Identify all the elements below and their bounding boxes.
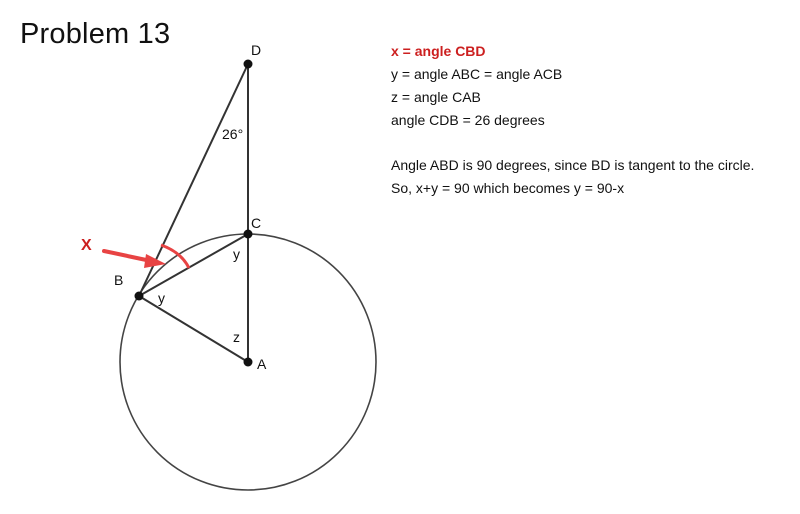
segment-ba bbox=[139, 296, 248, 362]
x-pointer-label: X bbox=[81, 237, 92, 254]
point-b-dot bbox=[135, 292, 144, 301]
notes-spacer bbox=[391, 132, 796, 154]
point-a-label: A bbox=[257, 356, 267, 372]
angle-d-label: 26° bbox=[222, 126, 244, 142]
note-y-definition: y = angle ABC = angle ACB bbox=[391, 66, 563, 82]
note-tangent-reason: Angle ABD is 90 degrees, since BD is tangent to the circle. bbox=[391, 157, 755, 173]
angle-y-at-c-label: y bbox=[233, 246, 240, 262]
angle-z-at-a-label: z bbox=[233, 329, 240, 345]
point-c-label: C bbox=[251, 215, 262, 231]
notes-panel bbox=[391, 40, 796, 200]
page-title: Problem 13 bbox=[20, 18, 171, 50]
point-b-label: B bbox=[114, 272, 124, 288]
x-pointer-arrow-shaft bbox=[104, 251, 151, 261]
note-angle-cdb: angle CDB = 26 degrees bbox=[391, 112, 545, 128]
point-d-label: D bbox=[251, 42, 262, 58]
note-equation: So, x+y = 90 which becomes y = 90-x bbox=[391, 180, 625, 196]
point-a-dot bbox=[244, 358, 253, 367]
note-z-definition: z = angle CAB bbox=[391, 89, 481, 105]
note-x-definition: x = angle CBD bbox=[391, 43, 486, 59]
point-d-dot bbox=[244, 60, 253, 69]
angle-y-at-b-label: y bbox=[158, 290, 165, 306]
